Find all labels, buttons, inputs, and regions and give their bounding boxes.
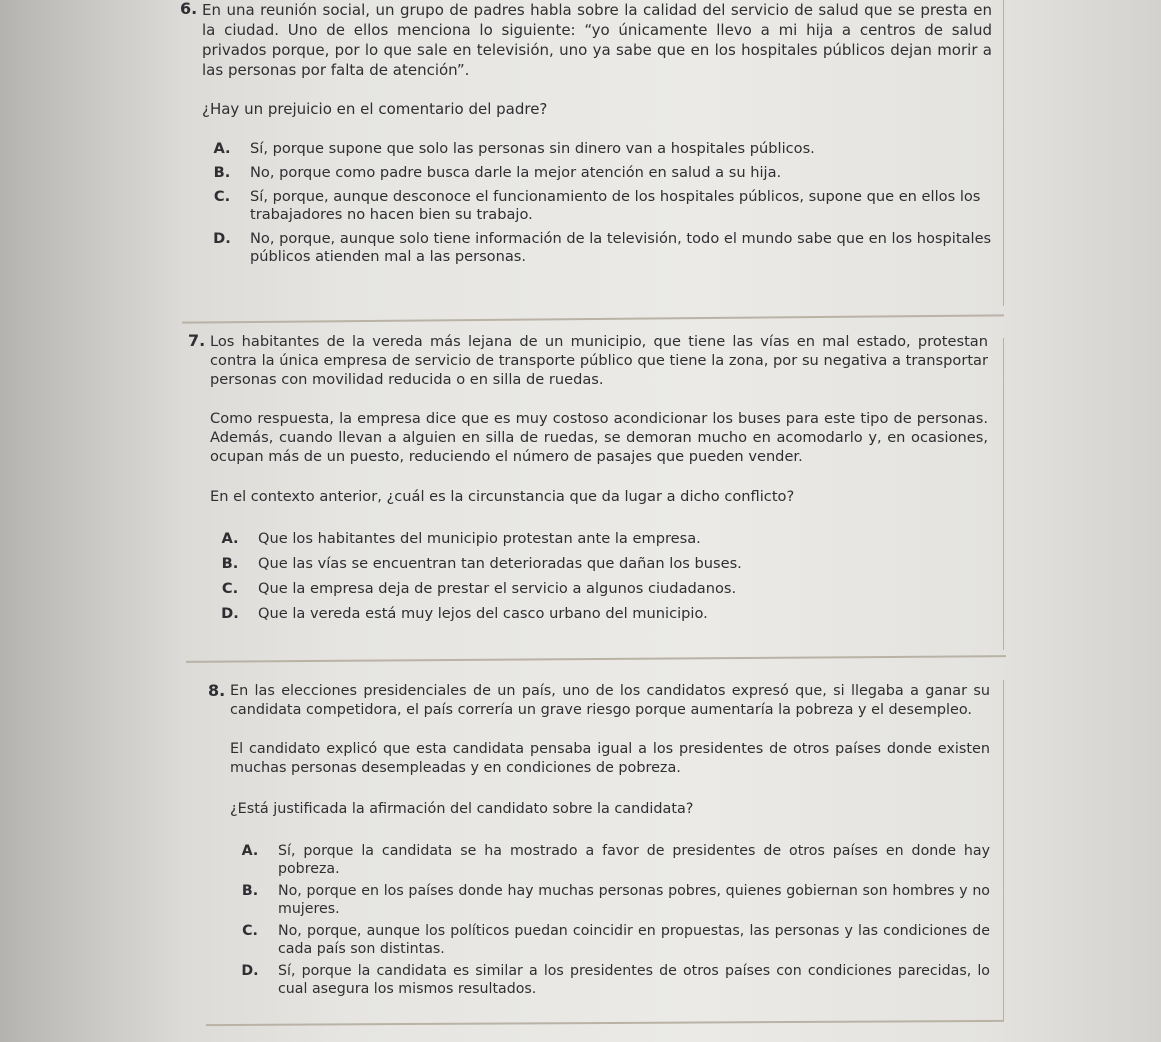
option-letter: D. bbox=[241, 963, 259, 979]
option-letter: B. bbox=[241, 883, 259, 899]
option-a[interactable] bbox=[202, 140, 992, 158]
option-letter: D. bbox=[213, 230, 231, 247]
option-text: No, porque como padre busca darle la mejor atención en salud a su hija. bbox=[250, 164, 782, 181]
option-b[interactable] bbox=[210, 555, 988, 573]
option-text: Que la vereda está muy lejos del casco urbano del municipio. bbox=[258, 605, 708, 622]
question-number: 7. bbox=[188, 331, 206, 350]
question-context: Como respuesta, la empresa dice que es muy costoso acondicionar los buses para este tipo de personas. Además, cuando llevan a alguien en silla de ruedas, se demoran mucho en acomodarlo y, en ocasiones, ocupan más de un puesto, reduciendo el número de pasajes que pueden vender. bbox=[210, 410, 988, 465]
option-text: No, porque en los países donde hay muchas personas pobres, quienes gobiernan son hombres y no mujeres. bbox=[278, 883, 990, 917]
section-divider bbox=[206, 1020, 1004, 1026]
option-letter: C. bbox=[242, 923, 258, 939]
question-8 bbox=[208, 682, 990, 998]
question-7 bbox=[188, 332, 988, 623]
option-letter: A. bbox=[221, 530, 239, 547]
option-text: Que la empresa deja de prestar el servicio a algunos ciudadanos. bbox=[258, 580, 737, 597]
option-a[interactable] bbox=[210, 530, 988, 548]
option-text: Que los habitantes del municipio protestan ante la empresa. bbox=[258, 530, 701, 547]
option-b[interactable] bbox=[202, 164, 992, 182]
section-divider bbox=[182, 314, 1004, 323]
option-c[interactable] bbox=[210, 580, 988, 598]
question-intro: En las elecciones presidenciales de un país, uno de los candidatos expresó que, si llegaba a ganar su candidata competidora, el país correría un grave riesgo porque aumentaría la pobreza y el desempleo. bbox=[230, 683, 990, 718]
option-b[interactable] bbox=[230, 882, 990, 918]
question-prompt: ¿Hay un prejuicio en el comentario del padre? bbox=[202, 100, 548, 118]
question-8-intro-row bbox=[208, 682, 990, 720]
option-letter: D. bbox=[221, 605, 239, 622]
option-letter: A. bbox=[213, 140, 231, 157]
option-letter: B. bbox=[213, 164, 231, 181]
question-number: 6. bbox=[180, 0, 198, 18]
option-letter: A. bbox=[241, 843, 259, 859]
option-c[interactable] bbox=[230, 922, 990, 958]
question-6-intro-row bbox=[180, 0, 992, 80]
question-prompt: ¿Está justificada la afirmación del candidato sobre la candidata? bbox=[230, 801, 694, 817]
option-letter: B. bbox=[221, 555, 239, 572]
options-list bbox=[210, 530, 988, 623]
question-intro: En una reunión social, un grupo de padres habla sobre la calidad del servicio de salud que se presta en la ciudad. Uno de ellos menciona lo siguiente: “yo únicamente llevo a mi hija a centros de salud privados porque, por lo que sale en televisión, uno ya sabe que en los hospitales públicos dejan morir a las personas por falta de atención”. bbox=[202, 1, 992, 79]
option-d[interactable] bbox=[210, 605, 988, 623]
option-d[interactable] bbox=[230, 962, 990, 998]
option-text: Sí, porque, aunque desconoce el funcionamiento de los hospitales públicos, supone que en ellos los trabajadores no hacen bien su trabajo. bbox=[250, 188, 981, 223]
option-text: Sí, porque la candidata se ha mostrado a favor de presidentes de otros países en donde hay pobreza. bbox=[278, 843, 990, 877]
question-context: El candidato explicó que esta candidata pensaba igual a los presidentes de otros países donde existen muchas personas desempleadas y en condiciones de pobreza. bbox=[230, 741, 990, 776]
option-text: Que las vías se encuentran tan deterioradas que dañan los buses. bbox=[258, 555, 742, 572]
option-text: No, porque, aunque solo tiene información de la televisión, todo el mundo sabe que en los hospitales públicos atienden mal a las personas. bbox=[250, 230, 992, 265]
option-d[interactable] bbox=[202, 230, 992, 266]
option-c[interactable] bbox=[202, 188, 992, 224]
question-intro: Los habitantes de la vereda más lejana de un municipio, que tiene las vías en mal estado, protestan contra la única empresa de servicio de transporte público que tiene la zona, por su negativa a transportar personas con movilidad reducida o en silla de ruedas. bbox=[210, 333, 988, 388]
section-divider bbox=[186, 655, 1006, 663]
options-list bbox=[202, 140, 992, 266]
frame-rule bbox=[1003, 680, 1004, 1020]
option-text: Sí, porque la candidata es similar a los presidentes de otros países con condiciones parecidas, lo cual asegura los mismos resultados. bbox=[278, 963, 990, 997]
options-list bbox=[230, 842, 990, 998]
option-letter: C. bbox=[213, 188, 231, 205]
frame-rule bbox=[1003, 0, 1004, 306]
question-6 bbox=[180, 0, 992, 266]
option-a[interactable] bbox=[230, 842, 990, 878]
option-letter: C. bbox=[221, 580, 239, 597]
question-7-intro-row bbox=[188, 332, 988, 389]
question-prompt: En el contexto anterior, ¿cuál es la circunstancia que da lugar a dicho conflicto? bbox=[210, 488, 795, 505]
frame-rule bbox=[1003, 338, 1004, 650]
option-text: No, porque, aunque los políticos puedan coincidir en propuestas, las personas y las condiciones de cada país son distintas. bbox=[278, 923, 990, 957]
option-text: Sí, porque supone que solo las personas sin dinero van a hospitales públicos. bbox=[250, 140, 815, 157]
question-number: 8. bbox=[208, 681, 226, 700]
